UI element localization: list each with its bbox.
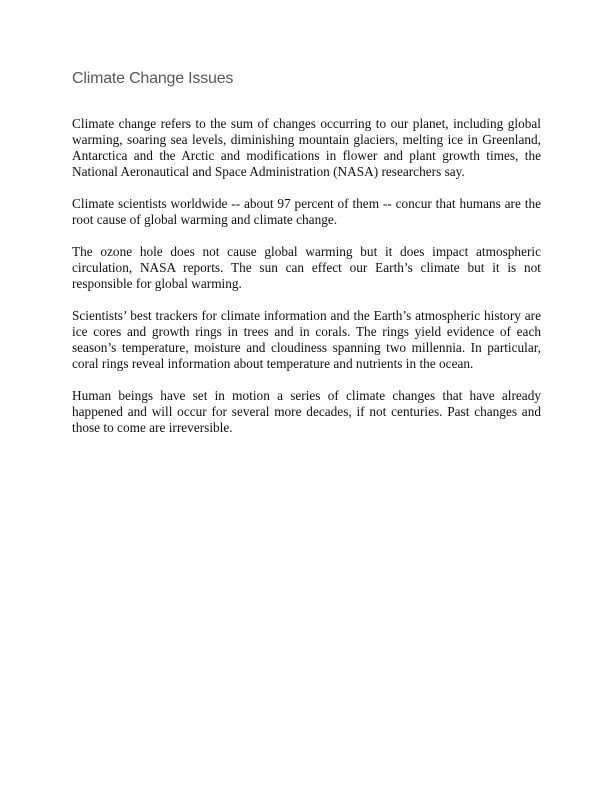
document-body (72, 116, 541, 452)
paragraph-definition: Climate change refers to the sum of changes occurring to our planet, including global warming, soaring sea levels, diminishing mountain glaciers, melting ice in Greenland, Antarctica and the Arctic and modifications in flower and plant growth times, the National Aeronautical and Space Administration (NASA) researchers say. (72, 116, 541, 179)
paragraph-irreversible: Human beings have set in motion a series of climate changes that have already happened and will occur for several more decades, if not centuries. Past changes and those to come are irreversible. (72, 388, 541, 435)
paragraph-trackers: Scientists’ best trackers for climate information and the Earth’s atmospheric history are ice cores and growth rings in trees and in corals. The rings yield evidence of each season’s temperature, moisture and cloudiness spanning two millennia. In particular, coral rings reveal information about temperature and nutrients in the ocean. (72, 308, 541, 371)
paragraph-consensus: Climate scientists worldwide -- about 97 percent of them -- concur that humans are the root cause of global warming and climate change. (72, 196, 541, 227)
paragraph-ozone: The ozone hole does not cause global warming but it does impact atmospheric circulation, NASA reports. The sun can effect our Earth’s climate but it is not responsible for global warming. (72, 244, 541, 291)
document-title: Climate Change Issues (72, 70, 234, 87)
